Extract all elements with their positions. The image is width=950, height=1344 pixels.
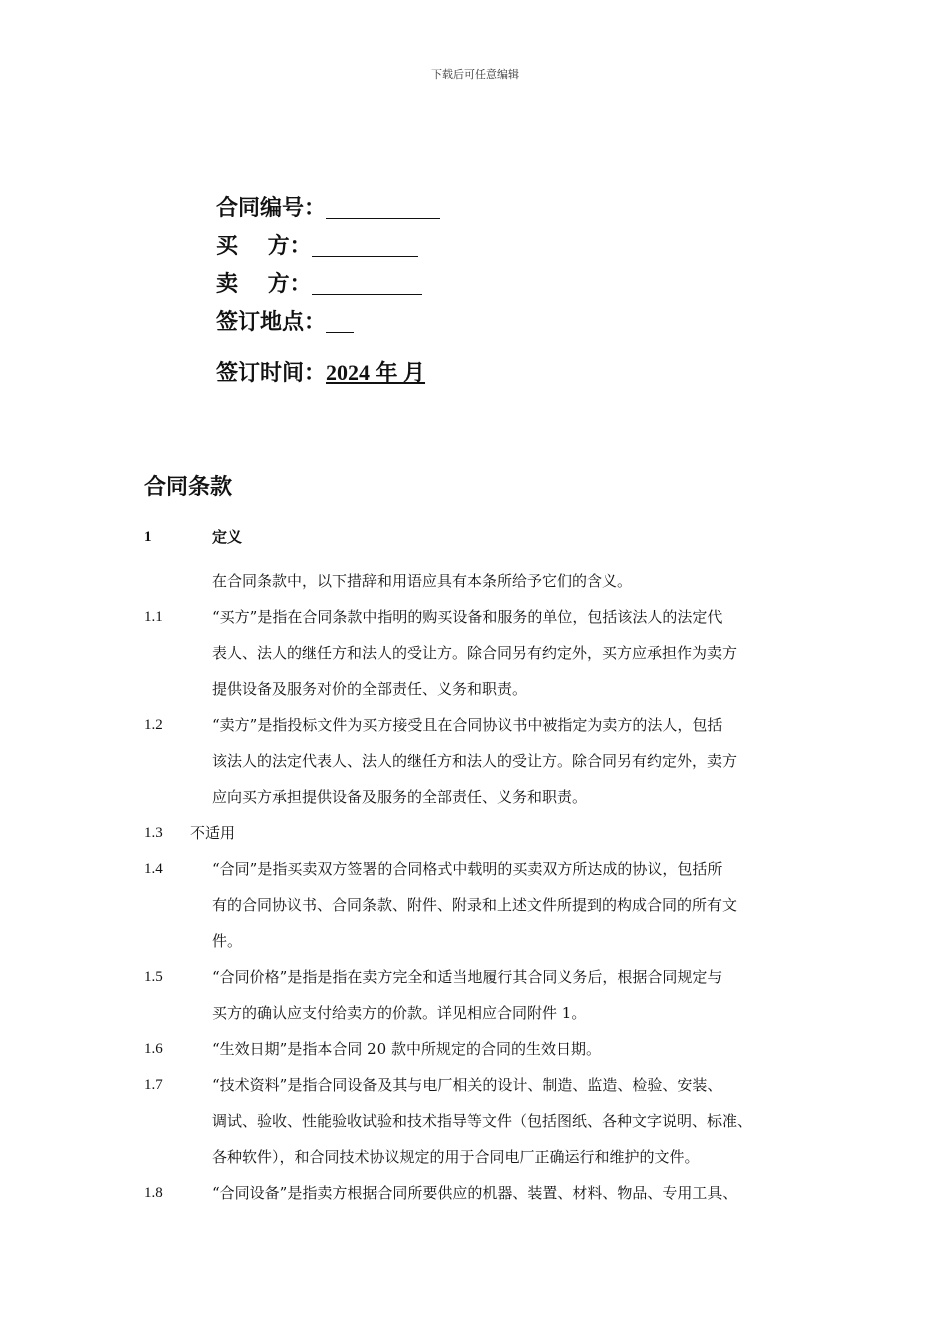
clause-number: 1 [144,529,152,545]
clause-line: “合同”是指买卖双方签署的合同格式中载明的买卖双方所达成的协议，包括所 [212,860,723,878]
buyer-line [216,228,440,266]
clause-line: “卖方”是指投标文件为买方接受且在合同协议书中被指定为卖方的法人，包括 [212,716,723,734]
clause-line: 买方的确认应支付给卖方的价款。详见相应合同附件 1。 [212,1004,587,1022]
clause-line: “技术资料”是指合同设备及其与电厂相关的设计、制造、监造、检验、安装、 [212,1076,723,1094]
clause-1-6 [144,1031,824,1067]
clause-1-5 [144,959,824,1031]
clause-line: 各种软件），和合同技术协议规定的用于合同电厂正确运行和维护的文件。 [212,1148,700,1166]
clause-line: 该法人的法定代表人、法人的继任方和法人的受让方。除合同另有约定外，卖方 [212,752,738,770]
seller-label: 卖 方： [216,272,312,297]
clause-number: 1.4 [144,861,163,877]
clause-line: 有的合同协议书、合同条款、附件、附录和上述文件所提到的构成合同的所有文 [212,896,738,914]
clause-line: 提供设备及服务对价的全部责任、义务和职责。 [212,680,528,698]
clause-intro [144,563,824,599]
clause-1-1 [144,599,824,707]
clause-list [144,519,824,1211]
contract-number-blank [326,190,440,219]
buyer-label: 买 方： [216,234,312,259]
clause-text: 定义 [212,528,243,546]
clause-line: “买方”是指在合同条款中指明的购买设备和服务的单位，包括该法人的法定代 [212,608,723,626]
seller-line [216,266,440,304]
clause-line: 应向买方承担提供设备及服务的全部责任、义务和职责。 [212,788,588,806]
clause-1-2 [144,707,824,815]
clause-number: 1.1 [144,609,163,625]
place-line [216,304,440,342]
seller-blank [312,266,422,295]
time-label: 签订时间： [216,361,327,386]
contract-number-label: 合同编号： [216,196,327,221]
clause-line: “合同设备”是指卖方根据合同所要供应的机器、装置、材料、物品、专用工具、 [212,1184,738,1202]
clause-line: 调试、验收、性能验收试验和技术指导等文件（包括图纸、各种文字说明、标准、 [212,1112,753,1130]
clause-number: 1.2 [144,717,163,733]
clause-1-4 [144,851,824,959]
place-label: 签订地点： [216,310,327,335]
buyer-blank [312,228,418,257]
clause-line: “合同价格”是指是指在卖方完全和适当地履行其合同义务后，根据合同规定与 [212,968,723,986]
clause-line: 表人、法人的继任方和法人的受让方。除合同另有约定外，买方应承担作为卖方 [212,644,738,662]
clause-number: 1.8 [144,1185,163,1201]
clause-1-7 [144,1067,824,1175]
clause-text: 在合同条款中，以下措辞和用语应具有本条所给予它们的含义。 [212,572,633,590]
time-line [216,354,440,392]
place-blank [326,304,354,333]
clause-1-8 [144,1175,824,1211]
clause-1-3 [144,815,824,851]
contract-number-line [216,190,440,228]
clause-line: 件。 [212,932,243,950]
clause-number: 1.7 [144,1077,163,1093]
cover-block [216,190,440,392]
clause-number: 1.3 [144,825,163,841]
clause-number: 1.5 [144,969,163,985]
clause-1 [144,519,824,555]
clause-number: 1.6 [144,1041,163,1057]
clause-line: 不适用 [190,824,236,842]
section-title: 合同条款 [144,475,233,500]
time-value: 2024 年 月 [326,360,426,385]
page-header-note: 下载后可任意编辑 [431,68,519,81]
clause-line: “生效日期”是指本合同 20 款中所规定的合同的生效日期。 [212,1040,601,1058]
